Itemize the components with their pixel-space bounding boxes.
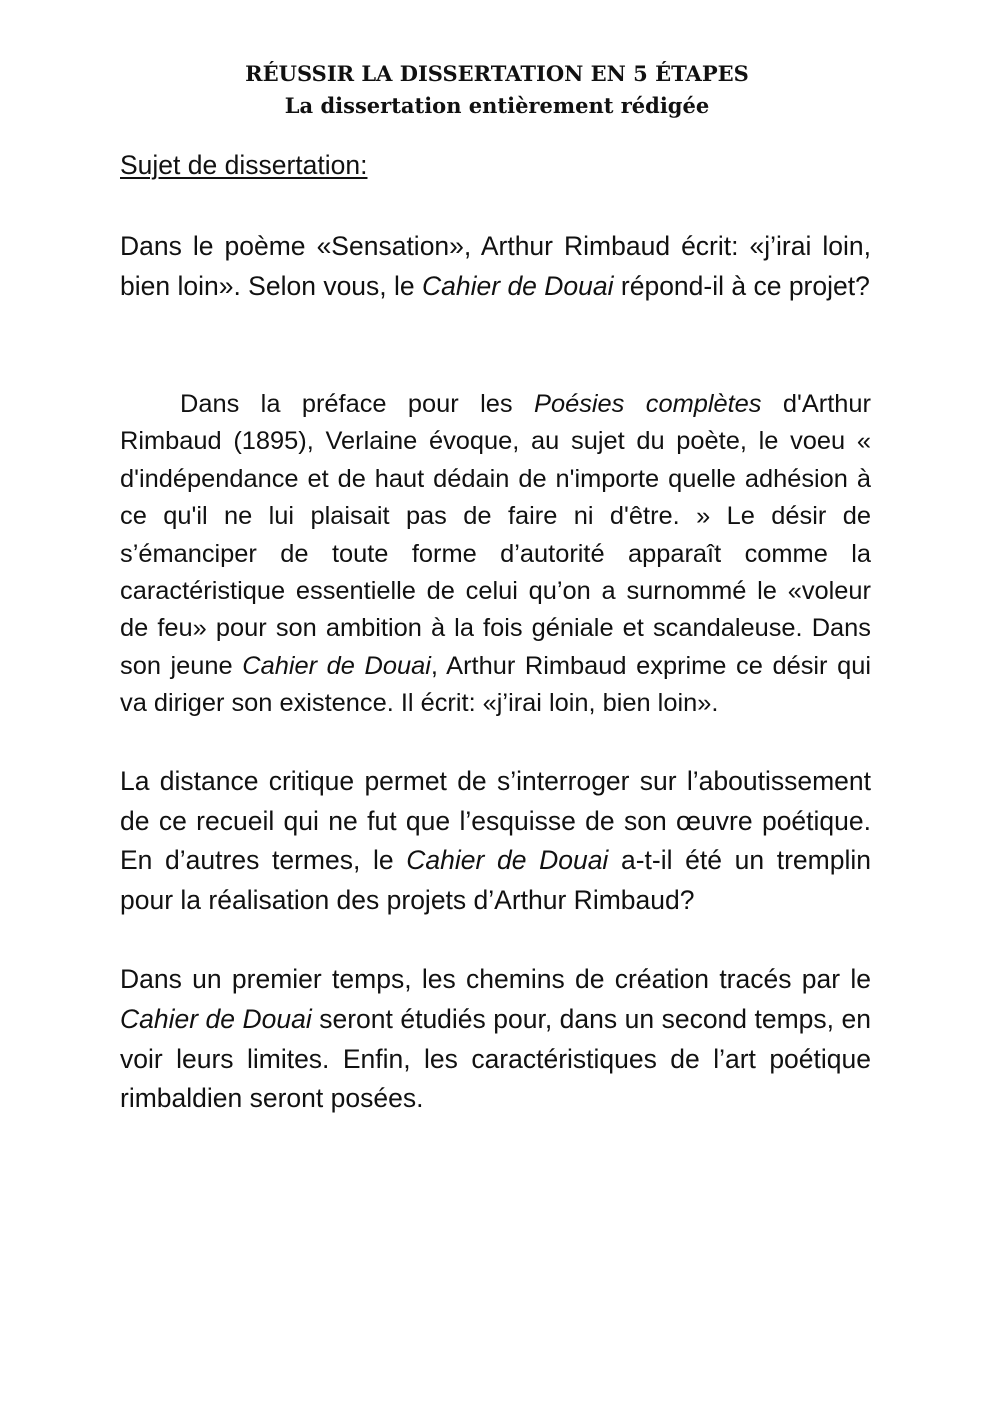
paragraph-text: seront étudiés pour, dans un second temps, en voir leurs limites. Enfin, les caractéristiques de l’art poétique rimbaldien seront posées. [120,1003,871,1114]
paragraph-text: d'Arthur Rimbaud (1895), Verlaine évoque, au sujet du poète, le voeu « d'indépendance et de haut dédain de n'importe quelle adhésion à ce qu'il ne lui plaisait pas de faire ni d'être. » Le désir de s’émanciper de toute forme d’autorité apparaît comme la caractéristique essentielle de celui qu’on a surnommé le «voleur de feu» pour son ambition à la fois géniale et scandaleuse. Dans son jeune [120,390,871,680]
paragraph-text: Dans un premier temps, les chemins de création tracés par le [120,964,871,994]
subject-text [120,226,871,306]
work-title: Cahier de Douai [242,651,431,680]
subject-text-part: répond-il à ce projet? [613,271,870,301]
paragraph-text: Dans la préface pour les [180,390,535,418]
work-title: Poésies complètes [534,390,762,418]
paragraph-text: , Arthur Rimbaud exprime ce désir qui va diriger son existence. Il écrit: «j’irai loin, bien loin». [120,651,871,718]
subject-text-part: Dans le poème «Sensation», Arthur Rimbaud écrit: «j’irai loin, bien loin». Selon vous, le [120,231,871,301]
work-title: Cahier de Douai [422,271,614,301]
paragraph-text: La distance critique permet de s’interroger sur l’aboutissement de ce recueil qui ne fut que l’esquisse de son œuvre poétique. En d’autres termes, le [120,766,871,876]
introduction-paragraph-3 [120,960,871,1119]
paragraph-text: a-t-il été un tremplin pour la réalisation des projets d’Arthur Rimbaud? [120,845,871,915]
introduction-paragraph-1 [120,386,871,723]
document-subtitle: La dissertation entièrement rédigée [284,93,710,118]
subject-heading: Sujet de dissertation: [120,150,368,180]
document-title: RÉUSSIR LA DISSERTATION EN 5 ÉTAPES [245,61,749,86]
introduction-paragraph-2 [120,762,871,920]
work-title: Cahier de Douai [406,845,609,876]
work-title: Cahier de Douai [120,1003,312,1034]
